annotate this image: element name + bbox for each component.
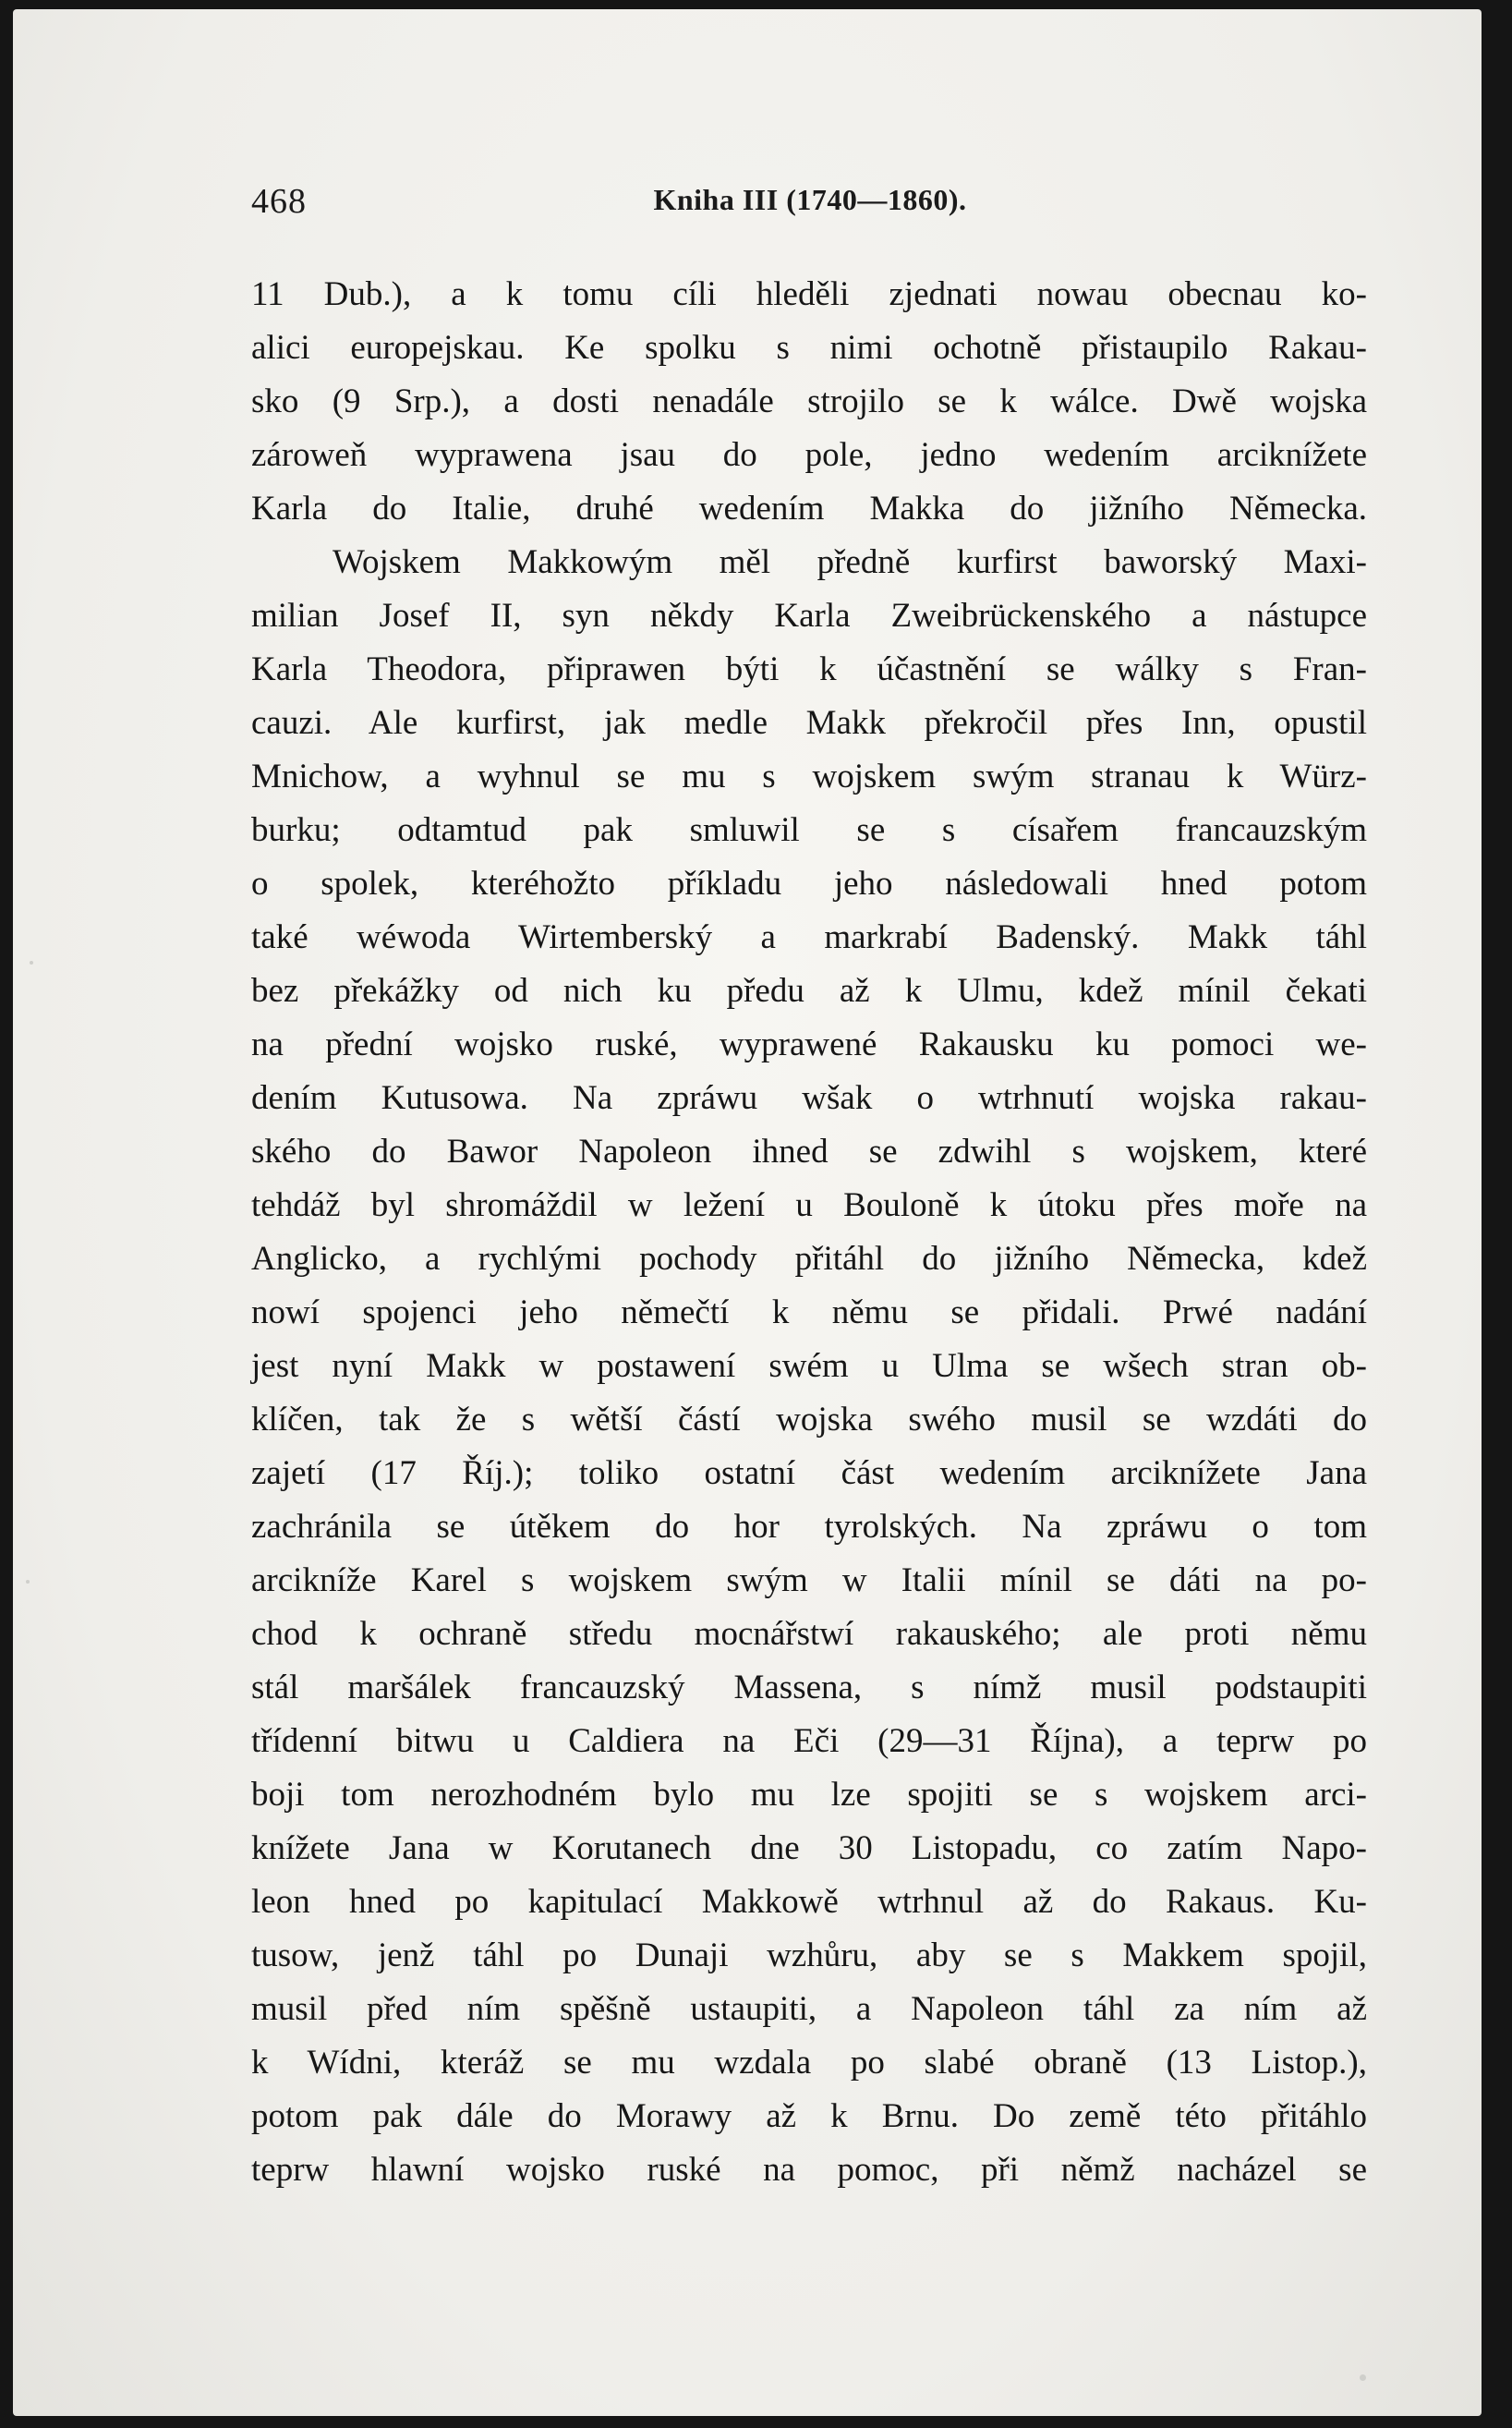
paper-speck [1360,2374,1366,2381]
running-title: Kniha III (1740—1860). [653,183,967,216]
text-line: zachránila se útěkem do hor tyrolských. Na zpráwu o tom [251,1508,1367,1546]
text-line: arcikníže Karel s wojskem swým w Italii mínil se dáti na po- [251,1561,1367,1599]
text-line: o spolek, kteréhožto příkladu jeho následowali hned potom [251,865,1367,903]
text-line: 11 Dub.), a k tomu cíli hleděli zjednati nowau obecnau ko- [251,275,1367,313]
text-line: teprw hlawní wojsko ruské na pomoc, při němž nacházel se [251,2151,1367,2189]
text-line: burku; odtamtud pak smluwil se s císařem francauzským [251,811,1367,849]
text-line: sko (9 Srp.), a dosti nenadále strojilo se k wálce. Dwě wojska [251,382,1367,420]
text-line: zajetí (17 Říj.); toliko ostatní část wedením arciknížete Jana [251,1454,1367,1492]
text-line: k Wídni, kteráž se mu wzdala po slabé obraně (13 Listop.), [251,2044,1367,2082]
paper-speck [26,1580,30,1584]
paper-speck [30,961,33,965]
text-line: Karla do Italie, druhé wedením Makka do jižního Německa. [251,490,1367,528]
page-header [251,181,1369,229]
text-line: také wéwoda Wirtemberský a markrabí Badenský. Makk táhl [251,918,1367,956]
text-line: zároweň wyprawena jsau do pole, jedno wedením arciknížete [251,436,1367,474]
text-line: Wojskem Makkowým měl předně kurfirst baworský Maxi- [333,543,1367,581]
text-line: nowí spojenci jeho němečtí k němu se přidali. Prwé nadání [251,1293,1367,1331]
text-line: tusow, jenž táhl po Dunaji wzhůru, aby se s Makkem spojil, [251,1936,1367,1974]
text-line: na přední wojsko ruské, wyprawené Rakausku ku pomoci we- [251,1026,1367,1063]
text-line: knížete Jana w Korutanech dne 30 Listopadu, co zatím Napo- [251,1829,1367,1867]
text-line: jest nyní Makk w postawení swém u Ulma se wšech stran ob- [251,1347,1367,1385]
text-line: musil před ním spěšně ustaupiti, a Napoleon táhl za ním až [251,1990,1367,2028]
text-line: bez překážky od nich ku předu až k Ulmu, kdež mínil čekati [251,972,1367,1010]
text-line: boji tom nerozhodném bylo mu lze spojiti se s wojskem arci- [251,1776,1367,1814]
text-line: cauzi. Ale kurfirst, jak medle Makk překročil přes Inn, opustil [251,704,1367,742]
text-line: třídenní bitwu u Caldiera na Eči (29—31 Října), a teprw po [251,1722,1367,1760]
text-line: leon hned po kapitulací Makkowě wtrhnul až do Rakaus. Ku- [251,1883,1367,1921]
text-line: dením Kutusowa. Na zpráwu wšak o wtrhnutí wojska rakau- [251,1079,1367,1117]
text-line: alici europejskau. Ke spolku s nimi ochotně přistaupilo Rakau- [251,329,1367,367]
text-line: ského do Bawor Napoleon ihned se zdwihl s wojskem, které [251,1133,1367,1171]
text-line: Anglicko, a rychlými pochody přitáhl do jižního Německa, kdež [251,1240,1367,1278]
text-line: chod k ochraně středu mocnářstwí rakauského; ale proti němu [251,1615,1367,1653]
body-text [251,268,1367,2197]
text-line: potom pak dále do Morawy až k Brnu. Do země této přitáhlo [251,2097,1367,2135]
text-line: milian Josef II, syn někdy Karla Zweibrückenského a nástupce [251,597,1367,635]
text-line: Mnichow, a wyhnul se mu s wojskem swým stranau k Würz- [251,758,1367,795]
text-line: stál maršálek francauzský Massena, s nímž musil podstaupiti [251,1669,1367,1706]
text-line: klíčen, tak že s wětší částí wojska swého musil se wzdáti do [251,1401,1367,1439]
text-line: tehdáž byl shromáždil w ležení u Bouloně k útoku přes moře na [251,1186,1367,1224]
text-line: Karla Theodora, připrawen býti k účastnění se wálky s Fran- [251,650,1367,688]
page-number: 468 [251,182,307,221]
